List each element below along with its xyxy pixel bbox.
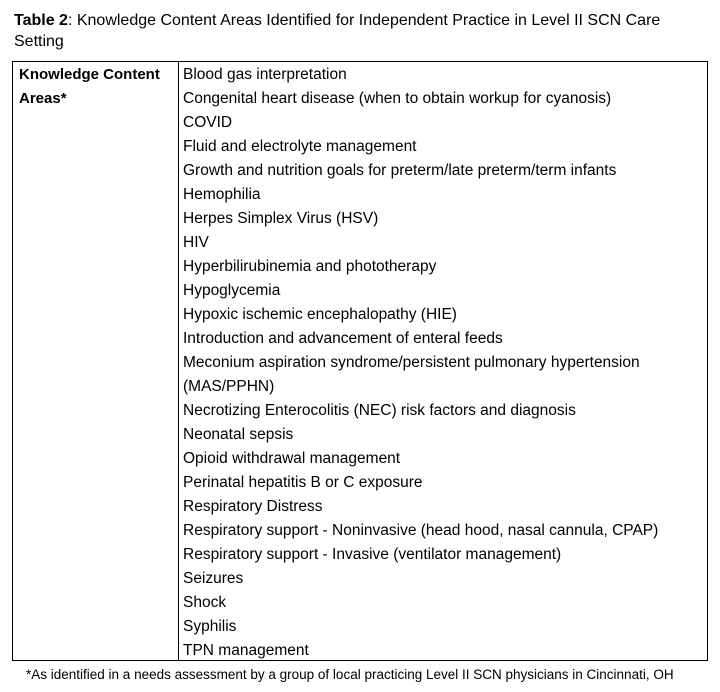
list-item: HIV xyxy=(183,234,209,251)
list-item: Seizures xyxy=(183,570,244,587)
list-item: Growth and nutrition goals for preterm/late preterm/term infants xyxy=(183,162,617,179)
list-item: Herpes Simplex Virus (HSV) xyxy=(183,210,379,227)
list-item: Respiratory support - Noninvasive (head hood, nasal cannula, CPAP) xyxy=(183,522,659,539)
table-items-cell xyxy=(179,62,707,660)
list-item: Respiratory Distress xyxy=(183,498,323,515)
list-item: Syphilis xyxy=(183,618,237,635)
knowledge-content-table xyxy=(12,61,708,661)
list-item: Perinatal hepatitis B or C exposure xyxy=(183,474,423,491)
table-caption-label: Table 2 xyxy=(14,12,68,29)
list-item: Hypoxic ischemic encephalopathy (HIE) xyxy=(183,306,457,323)
list-item: Hypoglycemia xyxy=(183,282,281,299)
table-footnote: *As identified in a needs assessment by a group of local practicing Level II SCN physicians in Cincinnati, OH xyxy=(26,667,674,682)
list-item: Blood gas interpretation xyxy=(183,66,347,83)
list-item: Necrotizing Enterocolitis (NEC) risk factors and diagnosis xyxy=(183,402,576,419)
list-item: Meconium aspiration syndrome/persistent pulmonary hypertension (MAS/PPHN) xyxy=(183,354,640,395)
list-item: TPN management xyxy=(183,642,309,659)
list-item: COVID xyxy=(183,114,233,131)
table-header-cell: Knowledge Content Areas* xyxy=(13,62,179,660)
table-caption-text: : Knowledge Content Areas Identified for Independent Practice in Level II SCN Care Setting xyxy=(14,12,661,50)
list-item: Hyperbilirubinemia and phototherapy xyxy=(183,258,437,275)
list-item: Introduction and advancement of enteral feeds xyxy=(183,330,503,347)
list-item: Hemophilia xyxy=(183,186,261,203)
list-item: Congenital heart disease (when to obtain workup for cyanosis) xyxy=(183,90,612,107)
list-item: Fluid and electrolyte management xyxy=(183,138,417,155)
table-caption xyxy=(14,10,704,52)
list-item: Shock xyxy=(183,594,227,611)
list-item: Neonatal sepsis xyxy=(183,426,294,443)
list-item: Respiratory support - Invasive (ventilator management) xyxy=(183,546,562,563)
list-item: Opioid withdrawal management xyxy=(183,450,401,467)
